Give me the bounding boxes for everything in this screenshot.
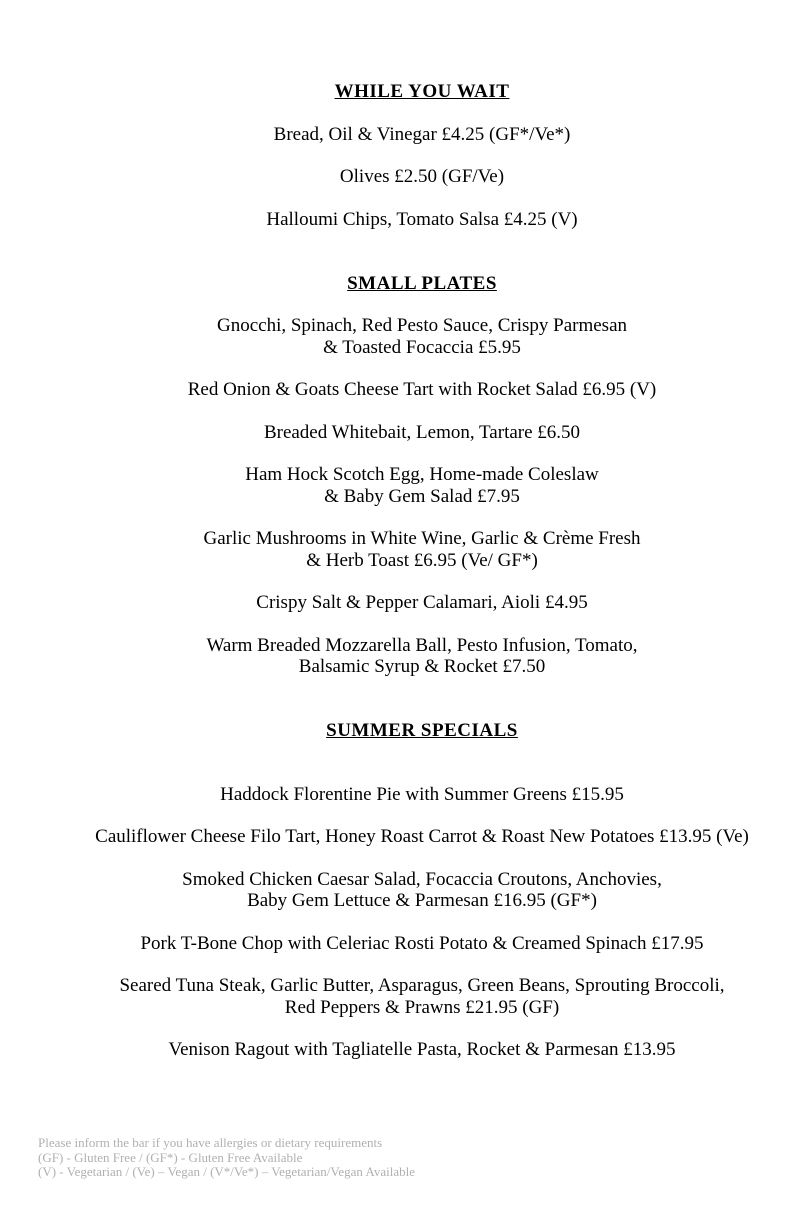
menu-item — [33, 826, 811, 847]
menu-item — [33, 784, 811, 805]
menu-item-line: & Herb Toast £6.95 (Ve/ GF*) — [306, 549, 538, 571]
footer-line: (GF) - Gluten Free / (GF*) - Gluten Free Available — [38, 1149, 303, 1165]
footer-line: Please inform the bar if you have allergies or dietary requirements — [38, 1135, 383, 1150]
menu-item — [33, 592, 811, 613]
menu-content — [33, 0, 811, 1061]
menu-item-line: Warm Breaded Mozzarella Ball, Pesto Infusion, Tomato, — [206, 634, 638, 656]
menu-item-line: Seared Tuna Steak, Garlic Butter, Asparagus, Green Beans, Sprouting Broccoli, — [119, 975, 725, 997]
menu-item-line: Venison Ragout with Tagliatelle Pasta, Rocket & Parmesan £13.95 — [168, 1039, 676, 1061]
menu-item — [33, 124, 811, 145]
menu-item — [33, 166, 811, 187]
section-title: WHILE YOU WAIT — [334, 80, 510, 102]
menu-item — [33, 933, 811, 954]
menu-item — [33, 379, 811, 400]
menu-item — [33, 869, 811, 912]
menu-item-line: & Toasted Focaccia £5.95 — [323, 336, 521, 358]
menu-item-line: Halloumi Chips, Tomato Salsa £4.25 (V) — [266, 208, 578, 230]
menu-item-line: Smoked Chicken Caesar Salad, Focaccia Croutons, Anchovies, — [182, 868, 662, 890]
menu-item-line: Balsamic Syrup & Rocket £7.50 — [298, 656, 546, 677]
menu-item-line: Breaded Whitebait, Lemon, Tartare £6.50 — [263, 421, 581, 443]
menu-item-line: Garlic Mushrooms in White Wine, Garlic & Crème Fresh — [203, 528, 641, 550]
menu-item-line: Red Onion & Goats Cheese Tart with Rocket Salad £6.95 (V) — [187, 379, 657, 401]
menu-item-line: Haddock Florentine Pie with Summer Greens £15.95 — [220, 783, 624, 805]
menu-item-line: & Baby Gem Salad £7.95 — [324, 485, 520, 507]
menu-item-line: Cauliflower Cheese Filo Tart, Honey Roast Carrot & Roast New Potatoes £13.95 (Ve) — [95, 826, 749, 848]
menu-item — [33, 528, 811, 571]
section-title: SMALL PLATES — [347, 272, 497, 294]
menu-item-line: Gnocchi, Spinach, Red Pesto Sauce, Crispy Parmesan — [216, 315, 627, 337]
menu-item-line: Crispy Salt & Pepper Calamari, Aioli £4.95 — [256, 592, 588, 614]
allergy-footer — [38, 1136, 415, 1180]
menu-item — [33, 209, 811, 230]
menu-item — [33, 635, 811, 678]
menu-item — [33, 315, 811, 358]
menu-item-line: Baby Gem Lettuce & Parmesan £16.95 (GF*) — [247, 890, 597, 912]
menu-item-line: Pork T-Bone Chop with Celeriac Rosti Potato & Creamed Spinach £17.95 — [140, 932, 704, 954]
section-title: SUMMER SPECIALS — [326, 719, 518, 741]
footer-line: (V) - Vegetarian / (Ve) – Vegan / (V*/Ve*) – Vegetarian/Vegan Available — [38, 1164, 415, 1180]
menu-item-line: Bread, Oil & Vinegar £4.25 (GF*/Ve*) — [273, 123, 571, 145]
menu-item-line: Red Peppers & Prawns £21.95 (GF) — [284, 996, 560, 1018]
menu-item — [33, 1039, 811, 1060]
menu-item-line: Ham Hock Scotch Egg, Home-made Coleslaw — [245, 464, 599, 486]
menu-item — [33, 975, 811, 1018]
menu-item-line: Olives £2.50 (GF/Ve) — [339, 166, 505, 188]
menu-item — [33, 464, 811, 507]
menu-item — [33, 422, 811, 443]
